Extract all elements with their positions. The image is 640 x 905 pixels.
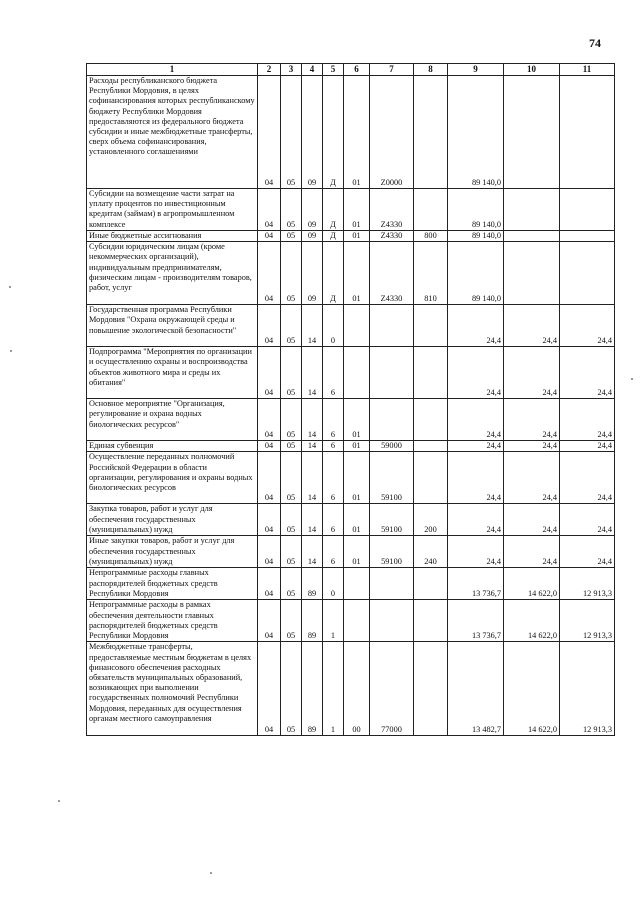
cell-col-11: 24,4 [560, 504, 615, 536]
cell-col-6 [344, 347, 370, 399]
cell-col-6: 01 [344, 452, 370, 504]
cell-col-9: 13 736,7 [448, 568, 504, 600]
cell-col-9: 13 482,7 [448, 642, 504, 736]
table-row [87, 536, 615, 568]
cell-col-3: 05 [281, 399, 302, 441]
cell-col-8 [414, 305, 448, 347]
cell-col-5: 6 [323, 536, 344, 568]
cell-col-2: 04 [258, 305, 281, 347]
cell-col-11: 12 913,3 [560, 642, 615, 736]
cell-col-8 [414, 76, 448, 189]
cell-col-5: 6 [323, 399, 344, 441]
cell-col-2: 04 [258, 76, 281, 189]
cell-col-9: 24,4 [448, 504, 504, 536]
cell-col-8: 200 [414, 504, 448, 536]
page-number: 74 [589, 36, 601, 50]
cell-col-8 [414, 399, 448, 441]
cell-col-10: 14 622,0 [504, 568, 560, 600]
cell-col-7 [370, 568, 414, 600]
column-header: 1 [87, 64, 258, 76]
cell-col-3: 05 [281, 189, 302, 231]
table-row [87, 242, 615, 305]
cell-col-3: 05 [281, 347, 302, 399]
cell-col-7 [370, 399, 414, 441]
cell-col-3: 05 [281, 642, 302, 736]
cell-col-7: Z0000 [370, 76, 414, 189]
column-header: 10 [504, 64, 560, 76]
table-row [87, 441, 615, 452]
cell-col-10: 24,4 [504, 441, 560, 452]
cell-col-5: 6 [323, 452, 344, 504]
cell-col-10: 24,4 [504, 399, 560, 441]
cell-col-5: 1 [323, 642, 344, 736]
table-row [87, 76, 615, 189]
cell-col-6 [344, 600, 370, 642]
cell-col-8 [414, 347, 448, 399]
cell-col-5: Д [323, 76, 344, 189]
column-header: 5 [323, 64, 344, 76]
table-row [87, 189, 615, 231]
expense-name-cell: Непрограммные расходы в рамках обеспечения деятельности главных распорядителей бюджетных средств Республики Мордовия [87, 600, 258, 642]
column-header: 3 [281, 64, 302, 76]
table-row [87, 399, 615, 441]
cell-col-6: 01 [344, 441, 370, 452]
cell-col-3: 05 [281, 568, 302, 600]
expense-name-cell: Субсидии на возмещение части затрат на уплату процентов по инвестиционным кредитам (займам) в агропромышленном комплексе [87, 189, 258, 231]
cell-col-10: 14 622,0 [504, 600, 560, 642]
cell-col-11: 24,4 [560, 305, 615, 347]
budget-table [86, 63, 615, 736]
cell-col-11: 12 913,3 [560, 600, 615, 642]
cell-col-9: 24,4 [448, 347, 504, 399]
cell-col-2: 04 [258, 242, 281, 305]
cell-col-6: 01 [344, 399, 370, 441]
cell-col-6: 01 [344, 231, 370, 242]
column-header: 6 [344, 64, 370, 76]
cell-col-5: 1 [323, 600, 344, 642]
cell-col-10: 24,4 [504, 305, 560, 347]
scan-speck [210, 872, 212, 874]
cell-col-9: 13 736,7 [448, 600, 504, 642]
cell-col-7: 59100 [370, 452, 414, 504]
scan-speck [9, 286, 11, 288]
cell-col-9: 24,4 [448, 399, 504, 441]
cell-col-4: 89 [302, 568, 323, 600]
cell-col-11 [560, 189, 615, 231]
cell-col-8: 800 [414, 231, 448, 242]
cell-col-3: 05 [281, 536, 302, 568]
cell-col-8: 240 [414, 536, 448, 568]
cell-col-7: 59100 [370, 504, 414, 536]
column-header: 2 [258, 64, 281, 76]
cell-col-10: 24,4 [504, 452, 560, 504]
cell-col-2: 04 [258, 347, 281, 399]
cell-col-8 [414, 452, 448, 504]
cell-col-9: 24,4 [448, 536, 504, 568]
cell-col-9: 24,4 [448, 441, 504, 452]
scan-speck [631, 378, 633, 380]
cell-col-10 [504, 189, 560, 231]
cell-col-6 [344, 305, 370, 347]
cell-col-9: 89 140,0 [448, 76, 504, 189]
expense-name-cell: Осуществление переданных полномочий Российской Федерации в области организации, регулирования и охраны водных биологических ресурсов [87, 452, 258, 504]
cell-col-2: 04 [258, 536, 281, 568]
expense-name-cell: Непрограммные расходы главных распорядителей бюджетных средств Республики Мордовия [87, 568, 258, 600]
expense-name-cell: Расходы республиканского бюджета Республики Мордовия, в целях софинансирования которых республиканскому бюджету Республики Мордовия предоставляются из федерального бюджета субсидии и иные межбюджетные трансферты, сверх объема софинансирования, установленного соглашениями [87, 76, 258, 189]
cell-col-11: 24,4 [560, 452, 615, 504]
cell-col-6: 01 [344, 504, 370, 536]
scan-speck [58, 800, 60, 802]
column-header: 9 [448, 64, 504, 76]
expense-name-cell: Единая субвенция [87, 441, 258, 452]
cell-col-2: 04 [258, 452, 281, 504]
cell-col-2: 04 [258, 189, 281, 231]
cell-col-6: 00 [344, 642, 370, 736]
table-row [87, 305, 615, 347]
expense-name-cell: Субсидии юридическим лицам (кроме некоммерческих организаций), индивидуальным предпринимателям, физическим лицам - производителям товаров, работ, услуг [87, 242, 258, 305]
cell-col-4: 89 [302, 600, 323, 642]
cell-col-4: 14 [302, 441, 323, 452]
cell-col-2: 04 [258, 600, 281, 642]
cell-col-4: 14 [302, 452, 323, 504]
cell-col-4: 89 [302, 642, 323, 736]
cell-col-3: 05 [281, 231, 302, 242]
cell-col-11: 12 913,3 [560, 568, 615, 600]
cell-col-4: 14 [302, 504, 323, 536]
column-header: 7 [370, 64, 414, 76]
cell-col-11: 24,4 [560, 347, 615, 399]
cell-col-6 [344, 568, 370, 600]
cell-col-7: 77000 [370, 642, 414, 736]
cell-col-3: 05 [281, 76, 302, 189]
cell-col-2: 04 [258, 568, 281, 600]
cell-col-2: 04 [258, 441, 281, 452]
cell-col-9: 89 140,0 [448, 189, 504, 231]
cell-col-3: 05 [281, 441, 302, 452]
cell-col-9: 89 140,0 [448, 242, 504, 305]
cell-col-11: 24,4 [560, 536, 615, 568]
scan-speck [10, 350, 12, 352]
cell-col-4: 14 [302, 305, 323, 347]
cell-col-8 [414, 189, 448, 231]
cell-col-4: 09 [302, 242, 323, 305]
table-row [87, 231, 615, 242]
cell-col-2: 04 [258, 504, 281, 536]
cell-col-4: 14 [302, 536, 323, 568]
expense-name-cell: Государственная программа Республики Мордовия "Охрана окружающей среды и повышение экологической безопасности" [87, 305, 258, 347]
cell-col-7 [370, 600, 414, 642]
table-row [87, 504, 615, 536]
cell-col-6: 01 [344, 189, 370, 231]
table-row [87, 452, 615, 504]
cell-col-5: 6 [323, 441, 344, 452]
expense-name-cell: Основное мероприятие "Организация, регулирование и охрана водных биологических ресурсов" [87, 399, 258, 441]
cell-col-8: 810 [414, 242, 448, 305]
cell-col-8 [414, 568, 448, 600]
column-header: 11 [560, 64, 615, 76]
table-row [87, 347, 615, 399]
cell-col-10: 24,4 [504, 536, 560, 568]
cell-col-8 [414, 642, 448, 736]
cell-col-5: 6 [323, 347, 344, 399]
cell-col-6: 01 [344, 242, 370, 305]
table-row [87, 568, 615, 600]
expense-name-cell: Подпрограмма "Мероприятия по организации и осуществлению охраны и воспроизводства объектов животного мира и среды их обитания" [87, 347, 258, 399]
cell-col-7: 59100 [370, 536, 414, 568]
cell-col-11 [560, 231, 615, 242]
cell-col-3: 05 [281, 452, 302, 504]
cell-col-10: 24,4 [504, 504, 560, 536]
cell-col-7: Z4330 [370, 231, 414, 242]
cell-col-5: 0 [323, 305, 344, 347]
cell-col-9: 24,4 [448, 305, 504, 347]
cell-col-11 [560, 76, 615, 189]
cell-col-9: 89 140,0 [448, 231, 504, 242]
header-row [87, 64, 615, 76]
cell-col-8 [414, 600, 448, 642]
cell-col-7: Z4330 [370, 189, 414, 231]
cell-col-6: 01 [344, 76, 370, 189]
expense-name-cell: Закупка товаров, работ и услуг для обеспечения государственных (муниципальных) нужд [87, 504, 258, 536]
cell-col-3: 05 [281, 242, 302, 305]
cell-col-10 [504, 231, 560, 242]
cell-col-5: 6 [323, 504, 344, 536]
cell-col-5: Д [323, 231, 344, 242]
cell-col-10: 24,4 [504, 347, 560, 399]
cell-col-5: Д [323, 242, 344, 305]
cell-col-6: 01 [344, 536, 370, 568]
table-row [87, 642, 615, 736]
cell-col-2: 04 [258, 399, 281, 441]
cell-col-11 [560, 242, 615, 305]
cell-col-3: 05 [281, 305, 302, 347]
cell-col-2: 04 [258, 642, 281, 736]
expense-name-cell: Иные бюджетные ассигнования [87, 231, 258, 242]
column-header: 4 [302, 64, 323, 76]
cell-col-2: 04 [258, 231, 281, 242]
cell-col-4: 09 [302, 189, 323, 231]
cell-col-10: 14 622,0 [504, 642, 560, 736]
cell-col-8 [414, 441, 448, 452]
cell-col-7: Z4330 [370, 242, 414, 305]
cell-col-11: 24,4 [560, 399, 615, 441]
cell-col-10 [504, 242, 560, 305]
cell-col-7 [370, 347, 414, 399]
table-row [87, 600, 615, 642]
cell-col-7 [370, 305, 414, 347]
column-header: 8 [414, 64, 448, 76]
cell-col-9: 24,4 [448, 452, 504, 504]
cell-col-4: 14 [302, 399, 323, 441]
cell-col-4: 14 [302, 347, 323, 399]
cell-col-7: 59000 [370, 441, 414, 452]
cell-col-3: 05 [281, 600, 302, 642]
expense-name-cell: Иные закупки товаров, работ и услуг для обеспечения государственных (муниципальных) нужд [87, 536, 258, 568]
cell-col-5: 0 [323, 568, 344, 600]
cell-col-3: 05 [281, 504, 302, 536]
cell-col-11: 24,4 [560, 441, 615, 452]
expense-name-cell: Межбюджетные трансферты, предоставляемые местным бюджетам в целях финансового обеспечения расходных обязательств муниципальных образований, возникающих при выполнении государственных полномочий Республики Мордовия, переданных для осуществления органам местного самоуправления [87, 642, 258, 736]
cell-col-5: Д [323, 189, 344, 231]
cell-col-4: 09 [302, 76, 323, 189]
cell-col-10 [504, 76, 560, 189]
cell-col-4: 09 [302, 231, 323, 242]
